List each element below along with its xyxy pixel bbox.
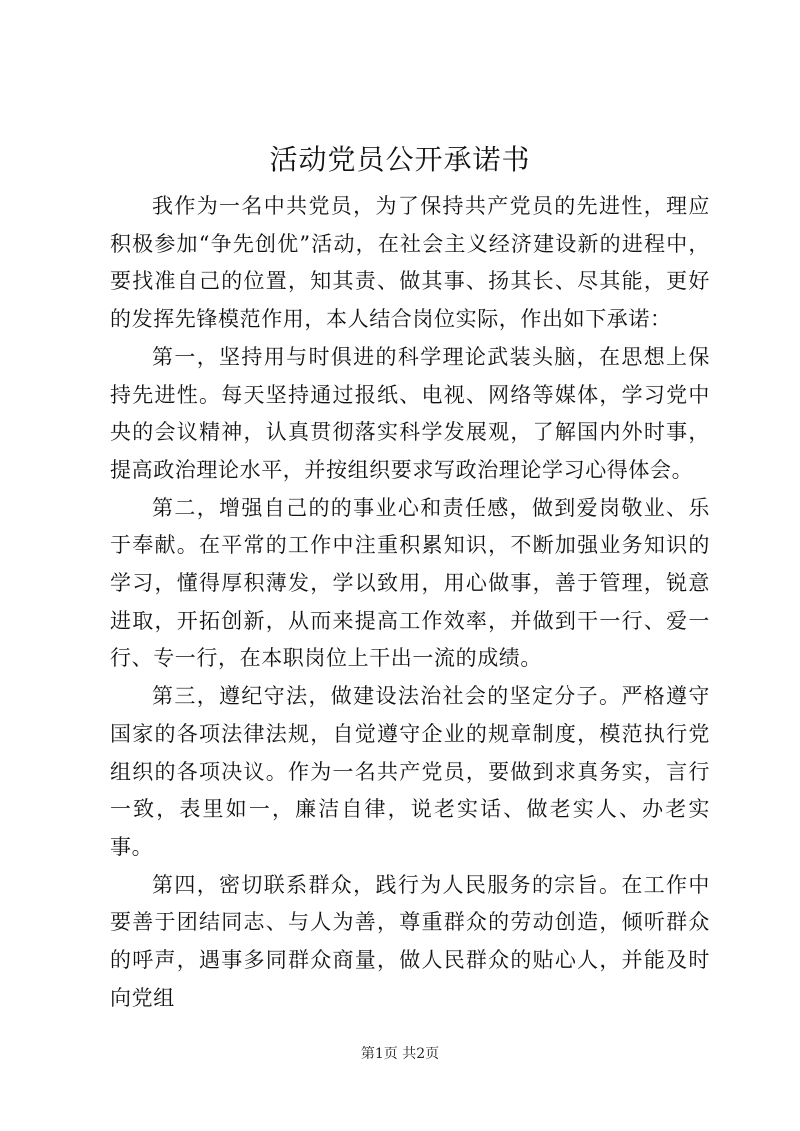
page-footer: 第1页 共2页 <box>360 1046 440 1062</box>
paragraph-second: 第二，增强自己的的事业心和责任感，做到爱岗敬业、乐于奉献。在平常的工作中注重积累知识，不断加强业务知识的学习，懂得厚积薄发，学以致用，用心做事，善于管理，锐意进取，开拓创新，从而来提高工作效率，并做到干一行、爱一行、专一行，在本职岗位上干出一流的成绩。 <box>110 495 710 671</box>
paragraph-first: 第一，坚持用与时俱进的科学理论武装头脑，在思想上保持先进性。每天坚持通过报纸、电视、网络等媒体，学习党中央的会议精神，认真贯彻落实科学发展观，了解国内外时事，提高政治理论水平，并按组织要求写政治理论学习心得体会。 <box>110 344 710 482</box>
paragraph-intro: 我作为一名中共党员，为了保持共产党员的先进性，理应积极参加“争先创优”活动，在社会主义经济建设新的进程中，要找准自己的位置，知其责、做其事、扬其长、尽其能，更好的发挥先锋模范作用，本人结合岗位实际，作出如下承诺： <box>110 194 710 332</box>
document-body <box>110 188 710 1017</box>
paragraph-fourth: 第四，密切联系群众，践行为人民服务的宗旨。在工作中要善于团结同志、与人为善，尊重群众的劳动创造，倾听群众的呼声，遇事多同群众商量，做人民群众的贴心人，并能及时向党组 <box>110 872 710 1010</box>
document-title: 活动党员公开承诺书 <box>269 143 531 176</box>
paragraph-third: 第三，遵纪守法，做建设法治社会的坚定分子。严格遵守国家的各项法律法规，自觉遵守企业的规章制度，模范执行党组织的各项决议。作为一名共产党员，要做到求真务实，言行一致，表里如一，廉洁自律，说老实话、做老实人、办老实事。 <box>110 684 710 859</box>
